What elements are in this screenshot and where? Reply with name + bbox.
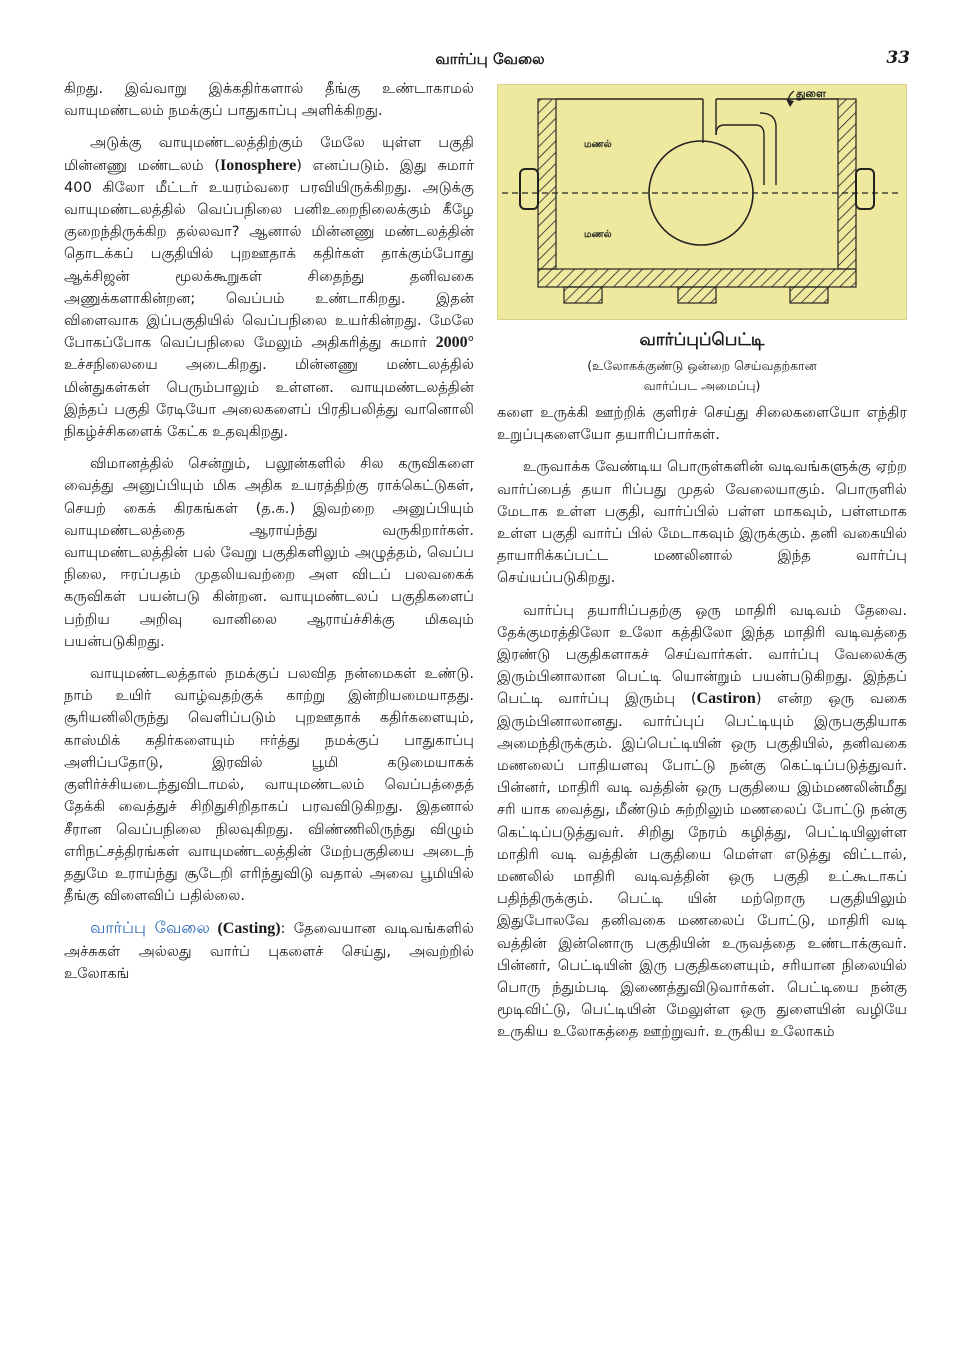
text-run: உச்சநிலையை அடைகிறது. மின்னணு மண்டலத்தில் மின்துகள்கள் பெரும்பாலும் உள்ளன. வாயுமண்டலத்தின் இந்தப் பகுதி ரேடியோ அலைகளைப் பிரதிபலித்து வானொலி நிகழ்ச்சிகளைக் கேட்க உதவுகிறது. bbox=[64, 356, 474, 441]
paragraph-castiron bbox=[497, 600, 907, 1044]
english-term: Ionosphere bbox=[220, 156, 297, 174]
english-term: (Casting) bbox=[209, 920, 281, 938]
box-wall-left bbox=[538, 99, 556, 269]
label-sand-top: மணல் bbox=[584, 139, 612, 150]
figure-caption bbox=[497, 356, 907, 396]
box-handle-left bbox=[520, 169, 538, 209]
temperature-value: 2000° bbox=[435, 334, 474, 352]
box-base bbox=[538, 269, 856, 287]
section-heading: வார்ப்பு வேலை bbox=[90, 918, 210, 938]
running-title: வார்ப்பு வேலை bbox=[435, 50, 545, 68]
box-foot bbox=[564, 287, 602, 303]
right-column bbox=[497, 84, 907, 1054]
paragraph: விமானத்தில் சென்றும், பலூன்களில் சில கருவிகளை வைத்து அனுப்பியும் மிக அதிக உயரத்திற்கு ராக்கெட்டுகள், செயற் கைக் கிரகங்கள் (த.க.) இவற்றை அனுப்பியும் வாயுமண்டலத்தை ஆராய்ந்து வருகிறார்கள். வாயுமண்டலத்தின் பல் வேறு பகுதிகளிலும் அழுத்தம், வெப்ப நிலை, ஈரப்பதம் முதலியவற்றை அள விடப் பலவகைக் கருவிகள் பயன்படு கின்றன. வாயுமண்டலப் பகுதிகளைப் பற்றிய அறிவு வானிலை ஆராய்ச்சிக்கு மிகவும் பயன்படுகிறது. bbox=[64, 455, 474, 650]
page-number: 33 bbox=[886, 48, 910, 68]
box-foot bbox=[790, 287, 828, 303]
paragraph-ionosphere bbox=[64, 132, 474, 443]
box-wall-right bbox=[838, 99, 856, 269]
label-sand-bottom: மணல் bbox=[584, 229, 612, 240]
casting-box-figure bbox=[497, 84, 907, 320]
figure-title: வார்ப்புப்பெட்டி bbox=[639, 330, 765, 350]
text-run: வார்ப்பு தயாரிப்பதற்கு ஒரு மாதிரி வடிவம் தேவை. தேக்குமரத்திலோ உலோ கத்திலோ இந்த மாதிரி வடிவத்தை இரண்டு பகுதிகளாகச் செய்வார்கள். வார்ப்பு வேலைக்கு இரும்பினாலான பெட்டி யொன்றும் பயன்படுகிறது. இந்தப் பெட்டி வார்ப்பு இரும்பு ( bbox=[497, 601, 907, 708]
label-hole: துளை bbox=[796, 87, 826, 100]
paragraph-casting bbox=[64, 917, 474, 985]
paragraph: வாயுமண்டலத்தால் நமக்குப் பலவித நன்மைகள் உண்டு. நாம் உயிர் வாழ்வதற்குக் காற்று இன்றியமையாதது. சூரியனிலிருந்து வெளிப்படும் புறஊதாக் கதிர்களையும், காஸ்மிக் கதிர்களையும் ஈர்த்து நமக்குப் பாதுகாப்பு அளிப்பதோடு, இரவில் பூமி கடுமையாகக் குளிர்ச்சியடைந்துவிடாமல், வாயுமண்டலம் வெப்பத்தைத் தேக்கி வைத்துச் சிறிதுசிறிதாகப் பரவவிடுகிறது. இதனால் சீரான வெப்பநிலை நிலவுகிறது. விண்ணிலிருந்து விழும் எரிநட்சத்திரங்கள் வாயுமண்டலத்தின் மேற்பகுதியை அடைந் ததுமே உராய்ந்து சூடேறி எரிந்துவிடு வதால் அவை பூமியில் தீங்கு விளைவிப் பதில்லை. bbox=[64, 665, 474, 905]
english-term: Castiron bbox=[696, 690, 756, 708]
page-header bbox=[70, 50, 910, 72]
text-run: அடுக்கு வாயுமண்டலத்திற்கும் மேலே யுள்ள பகுதி மின்னணு மண்டலம் ( bbox=[64, 134, 474, 174]
box-foot bbox=[678, 287, 716, 303]
paragraph: களை உருக்கி ஊற்றிக் குளிரச் செய்து சிலைகளையோ எந்திர உறுப்புகளையோ தயாரிப்பார்கள். bbox=[497, 404, 907, 444]
box-handle-right bbox=[856, 169, 874, 209]
left-column bbox=[64, 78, 474, 995]
text-run: ) எனப்படும். இது சுமார் 400 கிலோ மீட்டர் உயரம்வரை பரவியிருக்கிறது. அடுக்கு வாயுமண்டலத்தில் வெப்பநிலை பனிஉறைநிலைக்கும் கீழே குறைந்திருக்கிற தல்லவா? ஆனால் மின்னணு மண்டலத்தின் தொடக்கப் பகுதியில் புறஊதாக் கதிர்கள் தாக்கும்போது ஆக்சிஜன் மூலக்கூறுகள் சிதைந்து தனிவகை அணுக்களாகின்றன; வெப்பம் உண்டாகிறது. இதன் விளைவாக இப்பகுதியில் வெப்பநிலை உயர்கின்றது. மேலே போகப்போக வெப்பநிலை மேலும் அதிகரித்து சுமார் bbox=[64, 156, 474, 352]
paragraph: உருவாக்க வேண்டிய பொருள்களின் வடிவங்களுக்கு ஏற்ற வார்ப்பைத் தயா ரிப்பது முதல் வேலையாகும். பொருளில் மேடாக உள்ள பகுதி, வார்ப்பில் பள்ள மாகவும், பள்ளமாக உள்ள பகுதி வார்ப் பில் மேடாகவும் இருக்கும். தனி வகையில் தாயாரிக்கப்பட்ட மணலினால் இந்த வார்ப்பு செய்யப்படுகிறது. bbox=[497, 458, 907, 587]
caption-line: வார்ப்பட அமைப்பு) bbox=[643, 378, 761, 393]
text-run: : தேவையான வடிவங்களில் அச்சுகள் அல்லது வார்ப் புகளைச் செய்து, அவற்றில் உலோகங் bbox=[64, 920, 474, 982]
caption-line: (உலோகக்குண்டு ஒன்றை செய்வதற்கான bbox=[587, 358, 817, 373]
casting-box-diagram bbox=[498, 85, 908, 321]
text-run: ) என்ற ஒரு வகை இரும்பினாலானது. வார்ப்புப் பெட்டியும் இருபகுதியாக அமைந்திருக்கும். இப்பெட்டியின் ஒரு பகுதியில், தனிவகை மணலைப் பாதியளவு போட்டு நன்கு கெட்டிப்படுத்துவர். பின்னர், மாதிரி வடி வத்தின் ஒரு பகுதியை இம்மணலின்மீது சரி யாக வைத்து, மீண்டும் சுற்றிலும் மணலைப் போட்டு நன்கு கெட்டிப்படுத்துவர். சிறிது நேரம் கழித்து, பெட்டியிலுள்ள மாதிரி வடி வத்தின் பகுதியை மெள்ள எடுத்து விட்டால், மணலில் மாதிரி வடிவத்தின் ஒரு பகுதி உட்கூடாகப் பதிந்திருக்கும். பெட்டி யின் மற்றொரு பகுதியிலும் இதுபோலவே தனிவகை மணலைப் போட்டு, மாதிரி வடி வத்தின் இன்னொரு பகுதியின் உருவத்தை உண்டாக்குவர். பின்னர், பெட்டியின் இரு பகுதிகளையும், சரியான நிலையில் பொரு ந்தும்படி இணைத்துவிடுவார்கள். பெட்டியை நன்கு மூடிவிட்டு, பெட்டியின் மேலுள்ள ஒரு துளையின் வழியே உருகிய உலோகத்தை ஊற்றுவர். உருகிய உலோகம் bbox=[497, 690, 907, 1041]
paragraph: கிறது. இவ்வாறு இக்கதிர்களால் தீங்கு உண்டாகாமல் வாயுமண்டலம் நமக்குப் பாதுகாப்பு அளிக்கிறது. bbox=[64, 80, 474, 120]
